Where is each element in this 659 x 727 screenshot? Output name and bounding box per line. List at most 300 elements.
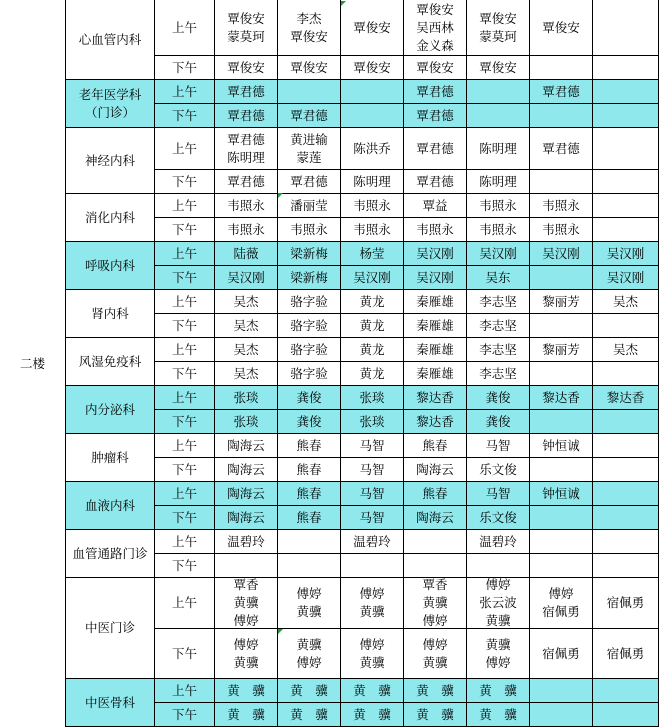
schedule-cell[interactable] — [215, 410, 278, 434]
schedule-cell-text: 宿佩勇 — [606, 645, 645, 661]
department-name-cell-text: 风湿免疫科 — [78, 353, 142, 369]
schedule-cell[interactable] — [278, 578, 341, 629]
schedule-cell-text: 韦照永 — [353, 221, 391, 237]
schedule-cell-text: 钟恒诚 — [542, 437, 580, 453]
period-cell[interactable] — [155, 80, 215, 104]
schedule-cell[interactable] — [593, 703, 659, 727]
schedule-cell[interactable] — [215, 530, 278, 554]
schedule-cell[interactable] — [467, 242, 530, 266]
schedule-cell[interactable] — [215, 104, 278, 128]
schedule-cell[interactable] — [467, 218, 530, 242]
schedule-cell[interactable] — [467, 386, 530, 410]
schedule-cell[interactable] — [278, 434, 341, 458]
schedule-cell[interactable] — [278, 386, 341, 410]
schedule-cell[interactable] — [404, 578, 467, 629]
schedule-cell[interactable] — [341, 679, 404, 703]
schedule-cell[interactable] — [278, 194, 341, 218]
schedule-cell[interactable] — [404, 314, 467, 338]
schedule-cell[interactable] — [341, 703, 404, 727]
schedule-cell[interactable] — [341, 386, 404, 410]
floor-label-cell[interactable] — [0, 0, 66, 727]
schedule-cell-text: 杨莹 — [359, 245, 385, 261]
schedule-cell-text: 傅婷 黄骥 — [422, 636, 448, 670]
schedule-cell[interactable] — [467, 703, 530, 727]
schedule-cell[interactable] — [215, 629, 278, 679]
schedule-cell[interactable] — [593, 242, 659, 266]
schedule-cell[interactable] — [404, 242, 467, 266]
schedule-cell[interactable] — [278, 290, 341, 314]
period-cell[interactable] — [155, 679, 215, 703]
schedule-cell[interactable] — [530, 482, 593, 506]
schedule-cell-text: 覃君德 — [227, 107, 265, 123]
schedule-cell[interactable] — [593, 104, 659, 128]
schedule-cell[interactable] — [593, 482, 659, 506]
schedule-cell[interactable] — [593, 362, 659, 386]
schedule-cell[interactable] — [467, 554, 530, 578]
period-cell[interactable] — [155, 266, 215, 290]
schedule-cell[interactable] — [404, 104, 467, 128]
schedule-cell[interactable] — [467, 410, 530, 434]
schedule-cell[interactable] — [278, 128, 341, 170]
schedule-cell[interactable] — [278, 56, 341, 80]
schedule-cell[interactable] — [278, 0, 341, 56]
schedule-cell[interactable] — [593, 194, 659, 218]
schedule-cell[interactable] — [593, 506, 659, 530]
schedule-cell-text: 韦照永 — [479, 221, 517, 237]
schedule-cell[interactable] — [593, 56, 659, 80]
schedule-cell-text: 傅婷 黄骥 — [359, 636, 385, 670]
schedule-cell[interactable] — [215, 458, 278, 482]
schedule-cell[interactable] — [404, 703, 467, 727]
schedule-cell[interactable] — [404, 266, 467, 290]
schedule-cell-text: 覃君德 — [416, 173, 454, 189]
schedule-cell[interactable] — [341, 530, 404, 554]
schedule-cell-text: 吴杰 — [233, 341, 259, 357]
department-name-cell-text: 神经内科 — [84, 152, 135, 168]
schedule-cell[interactable] — [278, 482, 341, 506]
schedule-cell[interactable] — [341, 554, 404, 578]
schedule-cell-text: 张琰 — [233, 389, 259, 405]
schedule-cell[interactable] — [593, 266, 659, 290]
schedule-cell-text: 吴汉刚 — [353, 269, 391, 285]
department-name-cell[interactable] — [66, 338, 155, 386]
schedule-cell[interactable] — [404, 554, 467, 578]
period-cell[interactable] — [155, 458, 215, 482]
schedule-cell[interactable] — [467, 290, 530, 314]
schedule-cell[interactable] — [467, 578, 530, 629]
schedule-cell[interactable] — [341, 266, 404, 290]
schedule-cell[interactable] — [278, 506, 341, 530]
period-cell[interactable] — [155, 386, 215, 410]
schedule-cell[interactable] — [530, 314, 593, 338]
schedule-cell[interactable] — [215, 338, 278, 362]
schedule-cell[interactable] — [593, 314, 659, 338]
period-cell-text: 下午 — [171, 413, 197, 429]
schedule-cell-text: 熊春 — [296, 437, 322, 453]
schedule-cell-text: 吴汉刚 — [416, 245, 454, 261]
schedule-cell-text: 黎达香 — [416, 389, 454, 405]
schedule-cell[interactable] — [530, 0, 593, 56]
schedule-cell[interactable] — [593, 554, 659, 578]
schedule-cell[interactable] — [530, 386, 593, 410]
schedule-cell[interactable] — [278, 554, 341, 578]
schedule-cell[interactable] — [404, 338, 467, 362]
schedule-cell[interactable] — [278, 242, 341, 266]
schedule-cell-text: 覃俊安 — [479, 59, 517, 75]
schedule-cell[interactable] — [530, 434, 593, 458]
period-cell-text: 下午 — [171, 509, 197, 525]
schedule-cell[interactable] — [593, 434, 659, 458]
schedule-cell[interactable] — [530, 362, 593, 386]
cell-comment-marker — [278, 193, 283, 198]
schedule-cell[interactable] — [341, 482, 404, 506]
schedule-cell[interactable] — [278, 629, 341, 679]
schedule-cell[interactable] — [530, 530, 593, 554]
period-cell[interactable] — [155, 578, 215, 629]
department-name-cell-text: 心血管内科 — [78, 31, 142, 47]
schedule-cell-text: 吴杰 — [612, 341, 638, 357]
schedule-cell[interactable] — [278, 314, 341, 338]
schedule-cell-text: 熊春 — [422, 437, 448, 453]
schedule-cell-text: 黎达香 — [542, 389, 580, 405]
schedule-cell[interactable] — [593, 0, 659, 56]
schedule-cell[interactable] — [530, 56, 593, 80]
schedule-cell[interactable] — [215, 434, 278, 458]
period-cell[interactable] — [155, 410, 215, 434]
schedule-cell-text: 马智 — [359, 461, 385, 477]
schedule-cell[interactable] — [215, 482, 278, 506]
schedule-cell[interactable] — [404, 170, 467, 194]
schedule-cell[interactable] — [215, 679, 278, 703]
period-cell-text: 上午 — [171, 245, 197, 261]
period-cell[interactable] — [155, 482, 215, 506]
department-name-cell[interactable] — [66, 194, 155, 242]
schedule-cell[interactable] — [278, 458, 341, 482]
schedule-cell[interactable] — [467, 629, 530, 679]
schedule-cell[interactable] — [278, 338, 341, 362]
schedule-cell[interactable] — [215, 703, 278, 727]
schedule-cell[interactable] — [404, 629, 467, 679]
department-name-cell[interactable] — [66, 290, 155, 338]
schedule-cell[interactable] — [404, 386, 467, 410]
schedule-cell[interactable] — [341, 56, 404, 80]
period-cell-text: 上午 — [171, 83, 197, 99]
schedule-cell[interactable] — [404, 410, 467, 434]
schedule-cell[interactable] — [215, 554, 278, 578]
period-cell[interactable] — [155, 506, 215, 530]
schedule-cell[interactable] — [404, 56, 467, 80]
schedule-cell-text: 骆字验 — [290, 341, 328, 357]
schedule-cell[interactable] — [215, 362, 278, 386]
schedule-cell[interactable] — [215, 506, 278, 530]
department-name-cell-text: 血液内科 — [84, 497, 135, 513]
period-cell-text: 下午 — [171, 317, 197, 333]
schedule-cell-text: 吴杰 — [233, 293, 259, 309]
schedule-cell[interactable] — [278, 80, 341, 104]
department-name-cell[interactable] — [66, 80, 155, 128]
schedule-cell[interactable] — [341, 338, 404, 362]
period-cell[interactable] — [155, 362, 215, 386]
schedule-cell-text: 覃俊安 蒙莫珂 — [227, 10, 265, 44]
schedule-cell[interactable] — [467, 458, 530, 482]
schedule-cell[interactable] — [404, 434, 467, 458]
schedule-cell-text: 黄 骥 — [290, 706, 328, 722]
schedule-cell[interactable] — [215, 386, 278, 410]
schedule-cell[interactable] — [341, 170, 404, 194]
schedule-cell-text: 覃君德 — [542, 83, 580, 99]
schedule-cell[interactable] — [341, 314, 404, 338]
schedule-cell[interactable] — [467, 434, 530, 458]
schedule-cell-text: 覃俊安 蒙莫珂 — [479, 10, 517, 44]
schedule-cell[interactable] — [404, 506, 467, 530]
schedule-cell[interactable] — [467, 194, 530, 218]
schedule-cell-text: 黄骥 傅婷 — [485, 636, 511, 670]
schedule-cell[interactable] — [215, 80, 278, 104]
period-cell[interactable] — [155, 703, 215, 727]
period-cell[interactable] — [155, 554, 215, 578]
department-name-cell[interactable] — [66, 386, 155, 434]
schedule-cell[interactable] — [467, 679, 530, 703]
period-cell[interactable] — [155, 242, 215, 266]
schedule-cell[interactable] — [341, 128, 404, 170]
schedule-cell-text: 李志坚 — [479, 317, 517, 333]
department-name-cell[interactable] — [66, 128, 155, 194]
schedule-cell-text: 宿佩勇 — [542, 645, 580, 661]
schedule-cell-text: 熊春 — [422, 485, 448, 501]
schedule-cell-text: 秦雁雄 — [416, 317, 454, 333]
schedule-cell[interactable] — [530, 338, 593, 362]
period-cell[interactable] — [155, 56, 215, 80]
schedule-cell[interactable] — [215, 290, 278, 314]
period-cell[interactable] — [155, 194, 215, 218]
department-name-cell[interactable] — [66, 578, 155, 679]
schedule-cell[interactable] — [593, 530, 659, 554]
schedule-cell[interactable] — [341, 434, 404, 458]
department-name-cell[interactable] — [66, 482, 155, 530]
schedule-cell-text: 覃俊安 — [353, 19, 391, 35]
schedule-cell[interactable] — [593, 218, 659, 242]
period-cell[interactable] — [155, 128, 215, 170]
schedule-cell[interactable] — [278, 266, 341, 290]
department-name-cell-text: 消化内科 — [84, 209, 135, 225]
schedule-cell[interactable] — [278, 362, 341, 386]
schedule-cell[interactable] — [404, 218, 467, 242]
schedule-cell[interactable] — [404, 128, 467, 170]
schedule-cell[interactable] — [215, 314, 278, 338]
period-cell[interactable] — [155, 170, 215, 194]
schedule-cell[interactable] — [404, 194, 467, 218]
period-cell-text: 下午 — [171, 173, 197, 189]
department-name-cell[interactable] — [66, 0, 155, 80]
schedule-cell[interactable] — [467, 506, 530, 530]
schedule-cell-text: 陈明理 — [479, 173, 517, 189]
schedule-cell[interactable] — [278, 218, 341, 242]
schedule-cell[interactable] — [530, 506, 593, 530]
schedule-cell[interactable] — [530, 410, 593, 434]
schedule-cell[interactable] — [278, 530, 341, 554]
schedule-cell[interactable] — [278, 703, 341, 727]
schedule-cell[interactable] — [593, 679, 659, 703]
schedule-cell-text: 黄进输 蒙莲 — [290, 131, 328, 165]
schedule-cell-text: 韦照永 — [290, 221, 328, 237]
schedule-cell[interactable] — [467, 128, 530, 170]
period-cell-text: 上午 — [171, 389, 197, 405]
schedule-cell[interactable] — [530, 629, 593, 679]
schedule-cell[interactable] — [530, 218, 593, 242]
schedule-cell[interactable] — [467, 362, 530, 386]
schedule-cell[interactable] — [530, 104, 593, 128]
schedule-cell[interactable] — [593, 128, 659, 170]
schedule-cell-text: 覃君德 — [227, 83, 265, 99]
schedule-cell[interactable] — [341, 506, 404, 530]
department-name-cell-text: 老年医学科 （门诊） — [78, 86, 142, 120]
schedule-cell[interactable] — [467, 0, 530, 56]
period-cell[interactable] — [155, 0, 215, 56]
schedule-cell[interactable] — [530, 679, 593, 703]
schedule-cell[interactable] — [593, 170, 659, 194]
schedule-cell[interactable] — [278, 170, 341, 194]
schedule-cell[interactable] — [404, 679, 467, 703]
schedule-cell[interactable] — [593, 290, 659, 314]
schedule-cell[interactable] — [341, 104, 404, 128]
schedule-cell[interactable] — [530, 266, 593, 290]
schedule-cell[interactable] — [467, 56, 530, 80]
schedule-cell[interactable] — [467, 266, 530, 290]
schedule-cell-text: 宿佩勇 — [606, 595, 645, 610]
schedule-cell[interactable] — [341, 290, 404, 314]
schedule-cell[interactable] — [341, 410, 404, 434]
schedule-cell[interactable] — [530, 290, 593, 314]
schedule-cell-text: 张琰 — [359, 389, 385, 405]
schedule-cell[interactable] — [215, 194, 278, 218]
department-name-cell-text: 呼吸内科 — [84, 257, 135, 273]
schedule-cell[interactable] — [215, 170, 278, 194]
schedule-cell[interactable] — [530, 80, 593, 104]
schedule-cell[interactable] — [404, 482, 467, 506]
schedule-cell[interactable] — [278, 104, 341, 128]
schedule-cell[interactable] — [215, 578, 278, 629]
schedule-cell[interactable] — [404, 458, 467, 482]
schedule-cell[interactable] — [593, 578, 659, 629]
schedule-cell-text: 韦照永 — [353, 197, 391, 213]
schedule-cell[interactable] — [341, 578, 404, 629]
schedule-cell[interactable] — [593, 458, 659, 482]
schedule-cell[interactable] — [467, 170, 530, 194]
schedule-cell[interactable] — [467, 530, 530, 554]
schedule-cell[interactable] — [215, 128, 278, 170]
schedule-cell[interactable] — [215, 56, 278, 80]
schedule-cell[interactable] — [215, 0, 278, 56]
schedule-cell[interactable] — [341, 80, 404, 104]
schedule-cell[interactable] — [278, 679, 341, 703]
period-cell[interactable] — [155, 290, 215, 314]
schedule-cell-text: 韦照永 — [227, 197, 265, 213]
period-cell-text: 下午 — [171, 59, 197, 75]
schedule-cell-text: 吴杰 — [233, 365, 259, 381]
schedule-cell[interactable] — [404, 0, 467, 56]
schedule-cell-text: 黄龙 — [359, 341, 385, 357]
schedule-cell-text: 梁新梅 — [290, 269, 328, 285]
schedule-cell-text: 吴杰 — [612, 293, 638, 309]
schedule-cell-text: 韦照永 — [542, 197, 580, 213]
schedule-cell[interactable] — [215, 266, 278, 290]
period-cell-text: 下午 — [171, 706, 197, 722]
department-name-cell[interactable] — [66, 679, 155, 727]
period-cell[interactable] — [155, 218, 215, 242]
schedule-cell[interactable] — [215, 218, 278, 242]
schedule-cell[interactable] — [404, 530, 467, 554]
period-cell[interactable] — [155, 530, 215, 554]
schedule-cell[interactable] — [341, 362, 404, 386]
schedule-cell[interactable] — [467, 314, 530, 338]
schedule-cell[interactable] — [593, 410, 659, 434]
schedule-cell[interactable] — [467, 338, 530, 362]
schedule-cell[interactable] — [278, 410, 341, 434]
schedule-cell[interactable] — [404, 362, 467, 386]
schedule-cell-text: 黄 骥 — [479, 682, 517, 698]
schedule-cell-text: 韦照永 — [542, 221, 580, 237]
schedule-cell-text: 黄 骥 — [479, 706, 517, 722]
schedule-cell[interactable] — [341, 629, 404, 679]
schedule-cell[interactable] — [467, 104, 530, 128]
schedule-cell-text: 秦雁雄 — [416, 365, 454, 381]
schedule-cell[interactable] — [341, 218, 404, 242]
schedule-cell[interactable] — [341, 458, 404, 482]
period-cell[interactable] — [155, 104, 215, 128]
schedule-cell[interactable] — [404, 80, 467, 104]
schedule-cell[interactable] — [530, 703, 593, 727]
schedule-cell[interactable] — [593, 338, 659, 362]
period-cell[interactable] — [155, 629, 215, 679]
schedule-cell[interactable] — [341, 0, 404, 56]
schedule-cell-text: 龚俊 — [485, 413, 511, 429]
period-cell[interactable] — [155, 338, 215, 362]
period-cell-text: 上午 — [171, 197, 197, 213]
schedule-cell[interactable] — [530, 170, 593, 194]
department-name-cell-text: 内分泌科 — [84, 401, 135, 417]
schedule-cell[interactable] — [593, 629, 659, 679]
schedule-cell-text: 梁新梅 — [290, 245, 328, 261]
schedule-cell-text: 黎达香 — [416, 413, 454, 429]
schedule-cell-text: 吴汉刚 — [479, 245, 517, 261]
schedule-cell-text: 熊春 — [296, 485, 322, 501]
schedule-cell-text: 陶海云 — [227, 485, 265, 501]
department-name-cell-text: 中医门诊 — [84, 620, 135, 635]
schedule-cell[interactable] — [467, 80, 530, 104]
schedule-cell[interactable] — [593, 80, 659, 104]
department-name-cell[interactable] — [66, 434, 155, 482]
schedule-cell[interactable] — [530, 194, 593, 218]
schedule-cell[interactable] — [593, 386, 659, 410]
period-cell[interactable] — [155, 314, 215, 338]
period-cell[interactable] — [155, 434, 215, 458]
schedule-cell[interactable] — [341, 242, 404, 266]
schedule-cell-text: 陈明理 — [353, 173, 391, 189]
schedule-cell[interactable] — [215, 242, 278, 266]
period-cell-text: 上午 — [171, 140, 197, 156]
schedule-cell[interactable] — [341, 194, 404, 218]
schedule-cell[interactable] — [530, 128, 593, 170]
schedule-cell[interactable] — [404, 290, 467, 314]
schedule-cell[interactable] — [530, 578, 593, 629]
department-name-cell[interactable] — [66, 530, 155, 578]
schedule-cell-text: 傅婷 黄骥 — [296, 586, 322, 619]
schedule-cell[interactable] — [530, 554, 593, 578]
schedule-cell[interactable] — [467, 482, 530, 506]
schedule-cell[interactable] — [530, 242, 593, 266]
department-name-cell[interactable] — [66, 242, 155, 290]
schedule-cell[interactable] — [530, 458, 593, 482]
